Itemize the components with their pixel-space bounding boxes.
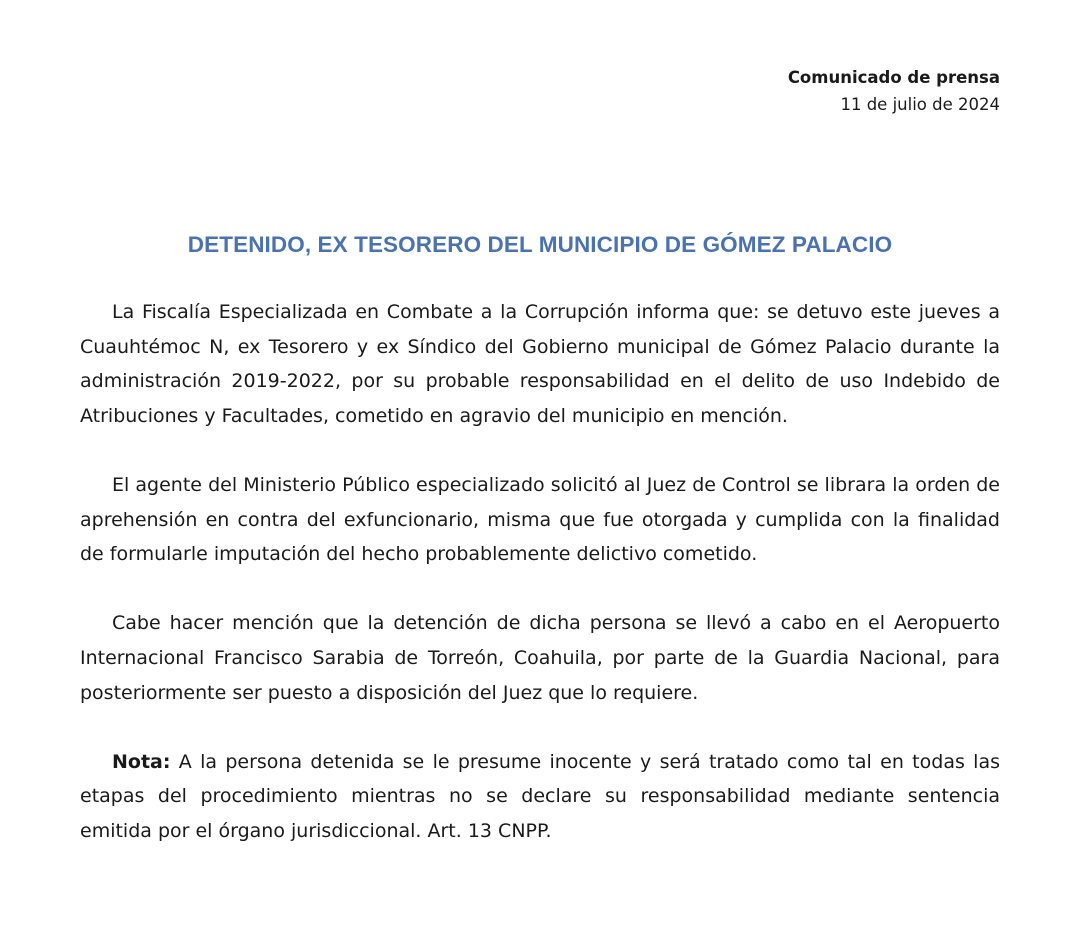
paragraph-3: Cabe hacer mención que la detención de dicha persona se llevó a cabo en el Aeropuerto Internacional Francisco Sarabia de Torreón, Coahuila, por parte de la Guardia Nacional, para posteriormente ser puesto a disposición del Juez que lo requiere. [80, 612, 1000, 704]
note-label: Nota: [112, 750, 171, 773]
release-body [80, 295, 1000, 849]
note-text: A la persona detenida se le presume inocente y será tratado como tal en todas las etapas del procedimiento mientras no se declare su responsabilidad mediante sentencia emitida por el órgano jurisdiccional. Art. 13 CNPP. [80, 750, 1000, 842]
paragraph-2: El agente del Ministerio Público especializado solicitó al Juez de Control se librara la orden de aprehensión en contra del exfuncionario, misma que fue otorgada y cumplida con la finalidad de formularle imputación del hecho probablemente delictivo cometido. [80, 473, 1000, 566]
release-date: 11 de julio de 2024 [840, 95, 1000, 114]
paragraph-1: La Fiscalía Especializada en Combate a la Corrupción informa que: se detuvo este jueves a Cuauhtémoc N, ex Tesorero y ex Síndico del Gobierno municipal de Gómez Palacio durante la administración 2019-2022, por su probable responsabilidad en el delito de uso Indebido de Atribuciones y Facultades, cometido en agravio del municipio en mención. [80, 301, 1000, 427]
press-release-header [788, 64, 1000, 118]
headline: DETENIDO, EX TESORERO DEL MUNICIPIO DE GÓMEZ PALACIO [187, 232, 893, 257]
document-type: Comunicado de prensa [787, 68, 1000, 87]
note-paragraph [80, 745, 1000, 849]
